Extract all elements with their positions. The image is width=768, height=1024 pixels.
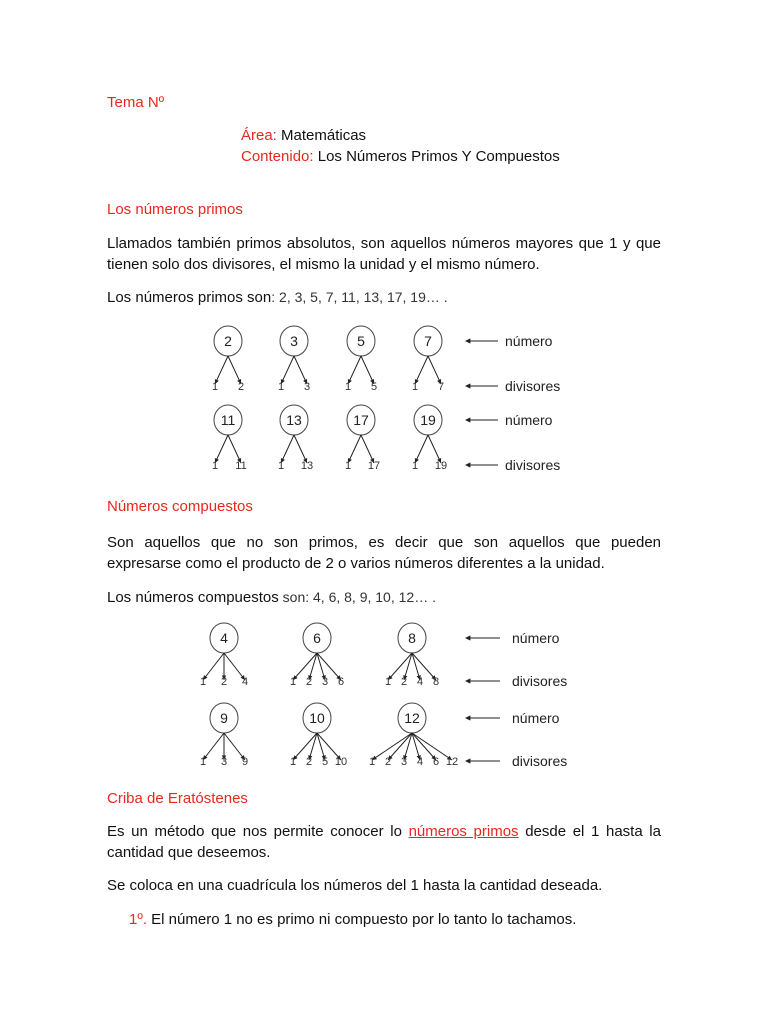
criba-paragraph-1 bbox=[107, 821, 661, 863]
divisor-label: 6 bbox=[432, 756, 440, 768]
contenido-line bbox=[241, 146, 560, 167]
divisor-label: 9 bbox=[241, 756, 249, 768]
divisor-arrow bbox=[228, 356, 241, 384]
number-node bbox=[212, 405, 247, 472]
primos-list bbox=[107, 287, 448, 308]
arrowhead bbox=[465, 678, 470, 683]
divisor-arrow bbox=[281, 356, 294, 384]
legend-number-label: número bbox=[512, 710, 560, 726]
compuestos-list-prefix: Los números compuestos bbox=[107, 589, 279, 606]
divisor-label: 1 bbox=[211, 460, 219, 472]
divisor-label: 1 bbox=[199, 756, 207, 768]
divisor-arrow bbox=[361, 356, 374, 384]
divisor-label: 4 bbox=[241, 676, 249, 688]
node-number: 6 bbox=[313, 630, 321, 646]
criba-heading: Criba de Eratóstenes bbox=[107, 790, 248, 807]
divisor-label: 12 bbox=[445, 756, 459, 768]
divisor-label: 6 bbox=[337, 676, 345, 688]
legend bbox=[465, 333, 560, 394]
number-node bbox=[290, 703, 347, 768]
area-value: Matemáticas bbox=[276, 127, 367, 144]
primos-list-prefix: Los números primos son bbox=[107, 289, 272, 306]
step-marker: 1º. bbox=[129, 911, 147, 928]
divisor-label: 2 bbox=[305, 756, 313, 768]
divisor-label: 19 bbox=[434, 460, 448, 472]
divisor-label: 1 bbox=[277, 381, 285, 393]
compuestos-paragraph: Son aquellos que no son primos, es decir que son aquellos que pueden expresarse como el producto de 2 o varios números diferentes a la unidad. bbox=[107, 534, 661, 572]
divisor-label: 4 bbox=[416, 676, 424, 688]
compuestos-heading: Números compuestos bbox=[107, 498, 253, 515]
divisor-label: 3 bbox=[321, 676, 329, 688]
number-node bbox=[200, 703, 248, 768]
area-label: Área: bbox=[241, 127, 277, 144]
compuestos-list bbox=[107, 587, 436, 608]
divisor-label: 2 bbox=[400, 676, 408, 688]
number-node bbox=[412, 326, 444, 393]
divisor-label: 1 bbox=[344, 381, 352, 393]
divisor-label: 17 bbox=[367, 460, 381, 472]
divisor-arrow bbox=[215, 356, 228, 384]
legend-number-label: número bbox=[505, 333, 553, 349]
divisor-label: 5 bbox=[370, 381, 378, 393]
compuestos-list-values: son: 4, 6, 8, 9, 10, 12… . bbox=[278, 589, 436, 605]
divisor-label: 7 bbox=[437, 381, 445, 393]
arrowhead bbox=[465, 715, 470, 720]
number-node bbox=[200, 623, 248, 688]
legend-divisors-label: divisores bbox=[512, 753, 568, 769]
node-number: 7 bbox=[424, 333, 432, 349]
primos-heading: Los números primos bbox=[107, 201, 243, 218]
divisor-label: 13 bbox=[300, 460, 314, 472]
divisor-label: 1 bbox=[384, 676, 392, 688]
primos-paragraph: Llamados también primos absolutos, son aquellos números mayores que 1 y que tienen solo dos divisores, el mismo la unidad y el mismo número. bbox=[107, 235, 661, 273]
divisor-label: 1 bbox=[211, 381, 219, 393]
node-number: 13 bbox=[286, 412, 302, 428]
node-number: 11 bbox=[220, 412, 236, 428]
legend-divisors-label: divisores bbox=[505, 457, 561, 473]
node-number: 10 bbox=[309, 710, 325, 726]
node-number: 17 bbox=[353, 412, 369, 428]
divisor-label: 1 bbox=[277, 460, 285, 472]
divisor-label: 1 bbox=[411, 460, 419, 472]
arrowhead bbox=[465, 462, 470, 467]
number-node bbox=[278, 405, 313, 472]
legend bbox=[465, 630, 567, 689]
primos-divisor-diagram bbox=[190, 316, 580, 482]
divisor-label: 1 bbox=[411, 381, 419, 393]
divisor-arrow bbox=[294, 356, 307, 384]
divisor-arrow bbox=[228, 435, 241, 463]
divisor-label: 5 bbox=[321, 756, 329, 768]
legend-number-label: número bbox=[512, 630, 560, 646]
divisor-label: 1 bbox=[289, 756, 297, 768]
arrowhead bbox=[465, 758, 470, 763]
arrowhead bbox=[465, 383, 470, 388]
divisor-label: 2 bbox=[384, 756, 392, 768]
primos-list-values: : 2, 3, 5, 7, 11, 13, 17, 19… . bbox=[271, 289, 448, 305]
divisor-label: 10 bbox=[334, 756, 348, 768]
divisor-label: 4 bbox=[416, 756, 424, 768]
criba-paragraph-2: Se coloca en una cuadrícula los números del 1 hasta la cantidad deseada. bbox=[107, 877, 603, 894]
divisor-arrow bbox=[215, 435, 228, 463]
divisor-arrow bbox=[415, 356, 428, 384]
number-node bbox=[212, 326, 244, 393]
numeros-primos-link[interactable]: números primos bbox=[408, 823, 519, 840]
node-number: 2 bbox=[224, 333, 232, 349]
arrowhead bbox=[465, 417, 470, 422]
node-number: 8 bbox=[408, 630, 416, 646]
node-number: 3 bbox=[290, 333, 298, 349]
node-number: 9 bbox=[220, 710, 228, 726]
number-node bbox=[345, 405, 380, 472]
legend bbox=[465, 412, 560, 473]
compuestos-divisor-diagram bbox=[190, 618, 580, 774]
number-node bbox=[369, 703, 458, 768]
legend-divisors-label: divisores bbox=[512, 673, 568, 689]
divisor-arrow bbox=[428, 356, 441, 384]
arrowhead bbox=[465, 635, 470, 640]
divisor-label: 1 bbox=[199, 676, 207, 688]
arrowhead bbox=[465, 338, 470, 343]
node-number: 4 bbox=[220, 630, 228, 646]
legend bbox=[465, 710, 567, 769]
divisor-label: 1 bbox=[368, 756, 376, 768]
divisor-label: 1 bbox=[289, 676, 297, 688]
area-line bbox=[241, 125, 366, 146]
divisor-label: 8 bbox=[432, 676, 440, 688]
divisor-arrow bbox=[281, 435, 294, 463]
number-node bbox=[290, 623, 344, 688]
divisor-arrow bbox=[415, 435, 428, 463]
contenido-value: Los Números Primos Y Compuestos bbox=[313, 148, 560, 165]
divisor-label: 11 bbox=[235, 460, 247, 472]
criba-p1-before: Es un método que nos permite conocer lo bbox=[107, 823, 409, 840]
divisor-label: 3 bbox=[303, 381, 311, 393]
tema-label: Tema Nº bbox=[107, 94, 165, 111]
divisor-arrow bbox=[348, 435, 361, 463]
divisor-arrow bbox=[348, 356, 361, 384]
criba-step-1 bbox=[129, 909, 576, 930]
step-text: El número 1 no es primo ni compuesto por lo tanto lo tachamos. bbox=[147, 911, 577, 928]
divisor-label: 3 bbox=[220, 756, 228, 768]
node-number: 5 bbox=[357, 333, 365, 349]
node-number: 12 bbox=[404, 710, 420, 726]
criba-p1-after: desde el 1 hasta la cantidad que deseemos. bbox=[107, 823, 661, 861]
number-node bbox=[385, 623, 439, 688]
divisor-label: 3 bbox=[400, 756, 408, 768]
divisor-label: 2 bbox=[220, 676, 228, 688]
number-node bbox=[278, 326, 310, 393]
legend-number-label: número bbox=[505, 412, 553, 428]
divisor-arrow bbox=[428, 435, 441, 463]
divisor-label: 2 bbox=[305, 676, 313, 688]
divisor-arrow bbox=[361, 435, 374, 463]
divisor-label: 2 bbox=[237, 381, 245, 393]
number-node bbox=[345, 326, 377, 393]
number-node bbox=[412, 405, 447, 472]
legend-divisors-label: divisores bbox=[505, 378, 561, 394]
divisor-arrow bbox=[294, 435, 307, 463]
node-number: 19 bbox=[420, 412, 436, 428]
divisor-label: 1 bbox=[344, 460, 352, 472]
contenido-label: Contenido: bbox=[241, 148, 314, 165]
